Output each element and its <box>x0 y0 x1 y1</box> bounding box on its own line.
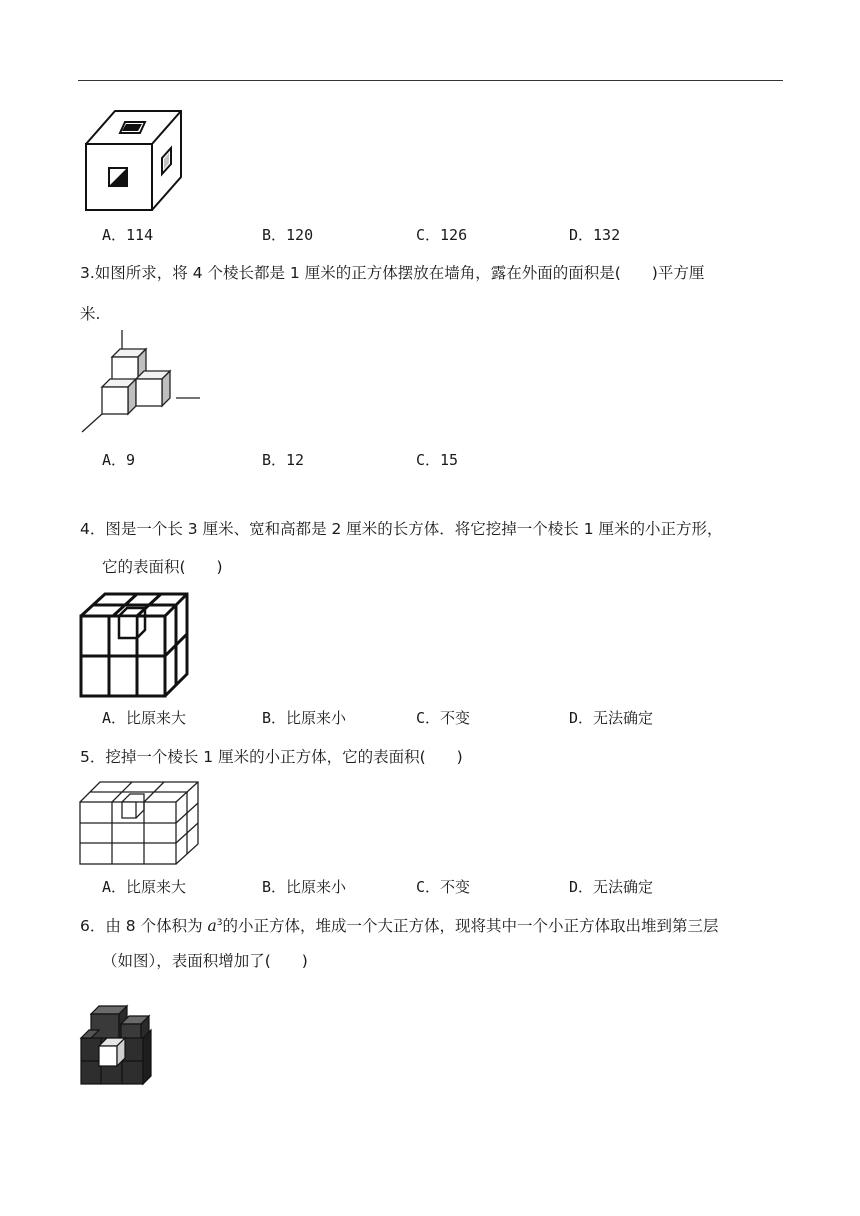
q5-option-c[interactable]: C．不变 <box>416 878 471 896</box>
q3-figure <box>80 330 205 438</box>
q6-exponent: 3 <box>216 918 223 928</box>
q4-text-line1: 4．图是一个长 3 厘米、宽和高都是 2 厘米的长方体．将它挖掉一个棱长 1 厘米的小正方形， <box>80 520 723 538</box>
q6-text-line1 <box>80 912 719 937</box>
q3-option-c[interactable]: C．15 <box>416 451 459 469</box>
q2-option-a[interactable]: A．114 <box>102 226 154 244</box>
q3-option-a[interactable]: A．9 <box>102 451 136 469</box>
q3-option-b[interactable]: B．12 <box>262 451 305 469</box>
q3-text-line1: 3.如图所求，将 4 个棱长都是 1 厘米的正方体摆放在墙角，露在外面的面积是( )平方厘 <box>80 264 705 282</box>
q4-text-line2: 它的表面积( ) <box>102 558 223 576</box>
header-rule <box>78 80 783 81</box>
q2-option-d[interactable]: D．132 <box>569 226 621 244</box>
q5-text-line1: 5．挖掉一个棱长 1 厘米的小正方体，它的表面积( ) <box>80 748 463 766</box>
q6-text-pre: 6．由 8 个体积为 <box>80 917 208 936</box>
q6-text-line2: （如图），表面积增加了( ) <box>102 952 308 970</box>
q4-option-b[interactable]: B．比原来小 <box>262 709 347 727</box>
q4-option-a[interactable]: A．比原来大 <box>102 709 187 727</box>
q6-variable: a <box>207 917 217 936</box>
q4-figure <box>79 592 191 698</box>
q5-figure <box>79 780 201 866</box>
q2-option-c[interactable]: C．126 <box>416 226 468 244</box>
q4-option-c[interactable]: C．不变 <box>416 709 471 727</box>
q2-figure <box>80 106 190 214</box>
q6-text-post: 的小正方体，堆成一个大正方体，现将其中一个小正方体取出堆到第三层 <box>222 917 719 936</box>
q2-option-b[interactable]: B．120 <box>262 226 314 244</box>
q6-figure <box>79 994 153 1086</box>
q5-option-b[interactable]: B．比原来小 <box>262 878 347 896</box>
q5-option-d[interactable]: D．无法确定 <box>569 878 654 896</box>
q4-option-d[interactable]: D．无法确定 <box>569 709 654 727</box>
q3-text-line2: 米. <box>80 305 101 323</box>
q5-option-a[interactable]: A．比原来大 <box>102 878 187 896</box>
